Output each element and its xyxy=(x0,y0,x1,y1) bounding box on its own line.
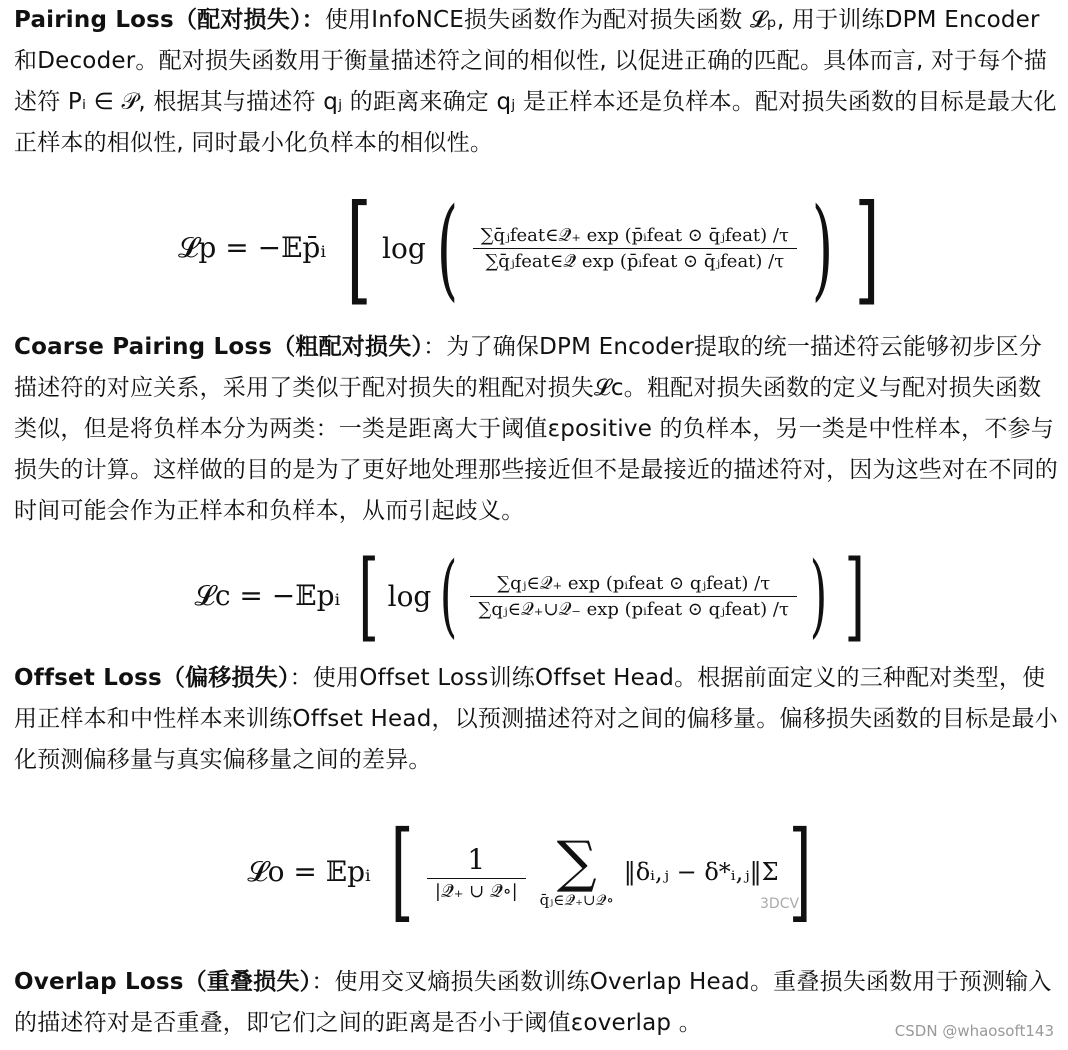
offset-loss-paragraph xyxy=(14,658,1058,781)
formula-lo-frac-denominator: |𝒬̄₊ ∪ 𝒬̄∘| xyxy=(434,880,518,902)
offset-loss-title: Offset Loss（偏移损失） xyxy=(14,665,290,691)
formula-lc-fraction xyxy=(470,571,796,622)
formula-lo xyxy=(0,809,1068,934)
coarse-pairing-loss-text: ：为了确保DPM Encoder提取的统一描述符云能够初步区分描述符的对应关系，采用了类似于配对损失的粗配对损失𝓛c。粗配对损失函数的定义与配对损失函数类似，但是将负样本分为两类：一类是距离大于阈值εpositive 的负样本，另一类是中性样本，不参与损失的计算。这样做的目的是为了更好地处理那些接近但不是最接近的描述符对，因为这些对在不同的时间可能会作为正样本和负样本，从而引起歧义。 xyxy=(14,334,1058,524)
formula-lo-lhs: 𝓛o = 𝔼pᵢ xyxy=(247,855,371,888)
overlap-loss-title: Overlap Loss（重叠损失） xyxy=(14,969,312,995)
formula-lo-norm-body: ‖δᵢ,ⱼ − δ*ᵢ,ⱼ‖Σ xyxy=(623,858,779,886)
formula-lp-fraction xyxy=(473,223,797,274)
overlap-loss-text: ：使用交叉熵损失函数训练Overlap Head。重叠损失函数用于预测输入的描述符对是否重叠，即它们之间的距离是否小于阈值εoverlap 。 xyxy=(14,969,1052,1036)
pairing-loss-text: 使用InfoNCE损失函数作为配对损失函数 𝓛ₚ, 用于训练DPM Encoder和Decoder。配对损失函数用于衡量描述符之间的相似性, 以促进正确的匹配。具体而言, 对于每个描述符 Pᵢ ∈ 𝒫, 根据其与描述符 qⱼ 的距离来确定 qⱼ 是正样本还是负样本。配对损失函数的目标是最大化正样本的相似性, 同时最小化负样本的相似性。 xyxy=(14,7,1057,156)
formula-lp-left-bracket: [ xyxy=(346,179,372,317)
offset-loss-text: ：使用Offset Loss训练Offset Head。根据前面定义的三种配对类型，使用正样本和中性样本来训练Offset Head，以预测描述符对之间的偏移量。偏移损失函数的目标是最小化预测偏移量与真实偏移量之间的差异。 xyxy=(14,665,1058,773)
formula-lp-left-paren: ( xyxy=(436,184,458,312)
formula-lp xyxy=(0,179,1068,317)
formula-lc-left-paren: ( xyxy=(440,543,458,648)
formula-lp-numerator: ∑q̄ⱼfeat∈𝒬̄₊ exp (p̄ᵢfeat ⊙ q̄ⱼfeat) /τ xyxy=(480,224,789,246)
watermark-csdn: CSDN @whaosoft143 xyxy=(894,1022,1054,1040)
formula-lp-right-paren: ) xyxy=(811,184,834,312)
formula-lc-log: log xyxy=(387,579,432,613)
formula-lc-lhs: 𝓛c = −𝔼pᵢ xyxy=(194,579,341,612)
formula-lo-left-bracket: [ xyxy=(390,809,414,934)
formula-lp-denominator: ∑q̄ⱼfeat∈𝒬̄ exp (p̄ᵢfeat ⊙ q̄ⱼfeat) /τ xyxy=(485,250,785,272)
formula-lp-log: log xyxy=(382,231,426,265)
formula-lo-sum-subscript: q̄ⱼ∈𝒬̄₊∪𝒬̄∘ xyxy=(539,891,614,909)
formula-lo-sum xyxy=(539,830,614,909)
formula-lo-right-bracket: ] xyxy=(788,809,812,934)
formula-lo-sum-symbol: ∑ xyxy=(556,830,597,895)
formula-lc-numerator: ∑qⱼ∈𝒬₊ exp (pᵢfeat ⊙ qⱼfeat) /τ xyxy=(497,572,771,594)
formula-lc-left-bracket: [ xyxy=(358,540,380,652)
coarse-pairing-loss-title: Coarse Pairing Loss（粗配对损失） xyxy=(14,334,424,360)
formula-lc-denominator: ∑qⱼ∈𝒬₊∪𝒬₋ exp (pᵢfeat ⊙ qⱼfeat) /τ xyxy=(478,598,789,620)
coarse-pairing-loss-paragraph xyxy=(14,327,1058,532)
watermark-3dcv: 3DCV xyxy=(760,896,800,912)
formula-lc xyxy=(0,540,1068,652)
formula-lc-right-paren: ) xyxy=(809,543,828,648)
formula-lo-frac-numerator: 1 xyxy=(467,842,486,876)
formula-lc-right-bracket: ] xyxy=(844,540,866,652)
formula-lp-lhs: 𝓛p = −𝔼p̄ᵢ xyxy=(178,231,326,264)
pairing-loss-title: Pairing Loss（配对损失）： xyxy=(14,7,325,33)
pairing-loss-paragraph xyxy=(14,0,1058,164)
formula-lo-fraction xyxy=(427,841,526,904)
formula-lp-right-bracket: ] xyxy=(854,179,880,317)
